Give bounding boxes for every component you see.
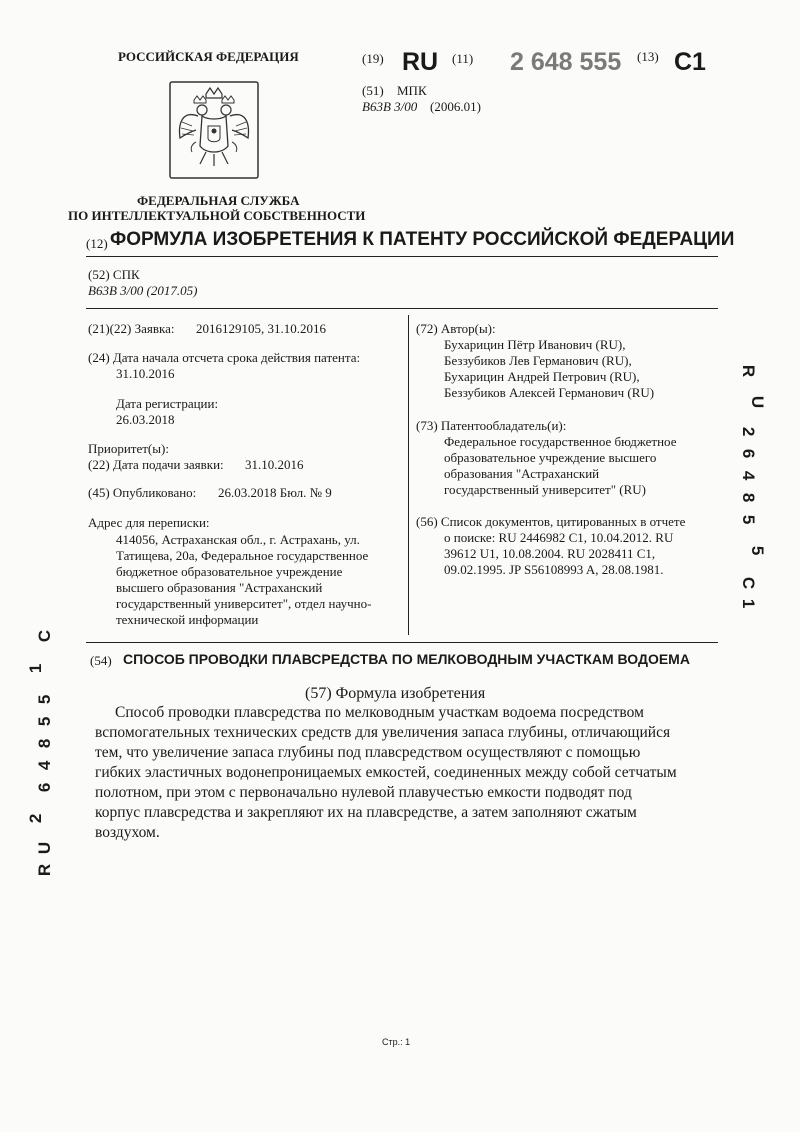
margin-char: 5 (35, 694, 55, 705)
margin-char: 6 (739, 448, 759, 459)
margin-char: 2 (26, 813, 46, 824)
formula-heading: (57) Формула изобретения (305, 685, 486, 702)
filing-label: (22) Дата подачи заявки: (88, 457, 224, 472)
margin-char: R (35, 863, 55, 877)
cited-line: 09.02.1995. JP S56108993 A, 28.08.1981. (444, 562, 664, 577)
address-line: высшего образования "Астраханский (116, 580, 323, 595)
margin-char: 1 (26, 663, 46, 674)
owner-line: государственный университет" (RU) (444, 482, 647, 497)
author: Бухарицин Пётр Иванович (RU), (444, 337, 626, 352)
mpk-year: (2006.01) (430, 99, 481, 114)
doc-title: ФОРМУЛА ИЗОБРЕТЕНИЯ К ПАТЕНТУ РОССИЙСКОЙ ФЕДЕРАЦИИ (110, 229, 735, 250)
margin-char: 8 (35, 738, 55, 749)
term-start-label: (24) Дата начала отсчета срока действия патента: (88, 350, 361, 365)
spk-value: B63B 3/00 (2017.05) (88, 283, 198, 298)
application-label: (21)(22) Заявка: (88, 321, 175, 336)
owner-label: (73) Патентообладатель(и): (416, 418, 567, 433)
address-line: бюджетное образовательное учреждение (116, 564, 343, 579)
margin-char: U (748, 395, 768, 409)
margin-char: 8 (739, 492, 759, 503)
patent-number: 2 648 555 (510, 48, 622, 76)
owner-line: Федеральное государственное бюджетное (444, 434, 677, 449)
margin-char: 2 (739, 426, 759, 437)
cited-line: о поиске: RU 2446982 C1, 10.04.2012. RU (444, 530, 674, 545)
state-emblem-icon (168, 80, 260, 180)
published-label: (45) Опубликовано: (88, 485, 197, 500)
country-name: РОССИЙСКАЯ ФЕДЕРАЦИЯ (118, 49, 299, 64)
owner-line: образовательное учреждение высшего (444, 450, 657, 465)
margin-char: 4 (739, 470, 759, 481)
left-margin-id (26, 625, 55, 881)
margin-char: 5 (35, 716, 55, 727)
claim-line: тем, что увеличение запаса глубины под плавсредством осуществляют с помощью (95, 744, 641, 761)
title-divider (86, 256, 718, 257)
invention-title: СПОСОБ ПРОВОДКИ ПЛАВСРЕДСТВА ПО МЕЛКОВОДНЫМ УЧАСТКАМ ВОДОЕМА (123, 651, 690, 667)
kind-code: C1 (674, 48, 706, 76)
application-value: 2016129105, 31.10.2016 (196, 321, 326, 336)
code-19: (19) (362, 51, 384, 66)
code-11: (11) (452, 51, 474, 66)
owner-line: образования "Астраханский (444, 466, 600, 481)
claim-line: корпус плавсредства и закрепляют их на плавсредстве, а затем заполняют сжатым (95, 804, 637, 821)
agency-name-line1: ФЕДЕРАЛЬНАЯ СЛУЖБА (137, 193, 300, 208)
page-number: Стр.: 1 (382, 1037, 411, 1047)
claim-line: полотном, при этом с первоначально нулевой плавучестью емкости подводят под (95, 784, 632, 801)
address-line: Татищева, 20а, Федеральное государственное (116, 548, 369, 563)
author: Бухарицин Андрей Петрович (RU), (444, 369, 640, 384)
mpk-class: B63B 3/00 (362, 99, 418, 114)
column-divider (408, 315, 409, 635)
cited-label: (56) Список документов, цитированных в отчете (416, 514, 686, 529)
invention-divider (86, 642, 718, 643)
claim-line: вспомогательных технических средств для увеличения запаса глубины, отличающийся (95, 724, 671, 741)
spk-label: (52) СПК (88, 267, 140, 282)
filing-value: 31.10.2016 (245, 457, 304, 472)
authors-label: (72) Автор(ы): (416, 321, 496, 336)
margin-char: 4 (35, 760, 55, 771)
claim-line: Способ проводки плавсредства по мелководным участкам водоема посредством (115, 704, 644, 721)
invention-code: (54) (90, 653, 112, 668)
agency-name-line2: ПО ИНТЕЛЛЕКТУАЛЬНОЙ СОБСТВЕННОСТИ (68, 208, 366, 223)
margin-char: 1 (739, 598, 759, 609)
doc-title-code: (12) (86, 236, 108, 251)
margin-char: U (35, 841, 55, 855)
cited-line: 39612 U1, 10.08.2004. RU 2028411 C1, (444, 546, 656, 561)
author: Беззубиков Лев Германович (RU), (444, 353, 632, 368)
address-line: 414056, Астраханская обл., г. Астрахань, ул. (116, 532, 360, 547)
address-label: Адрес для переписки: (88, 515, 210, 530)
address-line: государственный университет", отдел научно- (116, 596, 372, 611)
country-code: RU (402, 48, 439, 76)
priority-label: Приоритет(ы): (88, 441, 169, 456)
address-line: технической информации (116, 612, 259, 627)
margin-char: 5 (739, 514, 759, 525)
claim-text (95, 703, 735, 843)
margin-char: 6 (35, 782, 55, 793)
spk-divider (86, 308, 718, 309)
margin-char: C (35, 629, 55, 643)
claim-line: воздухом. (95, 824, 160, 841)
code-51: (51) (362, 83, 384, 98)
margin-char: R (739, 364, 759, 378)
mpk-label: МПК (397, 83, 427, 98)
registration-value: 26.03.2018 (116, 412, 175, 427)
published-value: 26.03.2018 Бюл. № 9 (218, 485, 332, 500)
right-margin-id (739, 360, 768, 616)
claim-line: гибких эластичных водонепроницаемых емкостей, соединенных между собой сетчатым (95, 764, 677, 781)
margin-char: 5 (748, 545, 768, 556)
registration-label: Дата регистрации: (116, 396, 219, 411)
author: Беззубиков Алексей Германович (RU) (444, 385, 655, 400)
term-start-value: 31.10.2016 (116, 366, 175, 381)
code-13: (13) (637, 49, 659, 64)
margin-char: C (739, 576, 759, 590)
